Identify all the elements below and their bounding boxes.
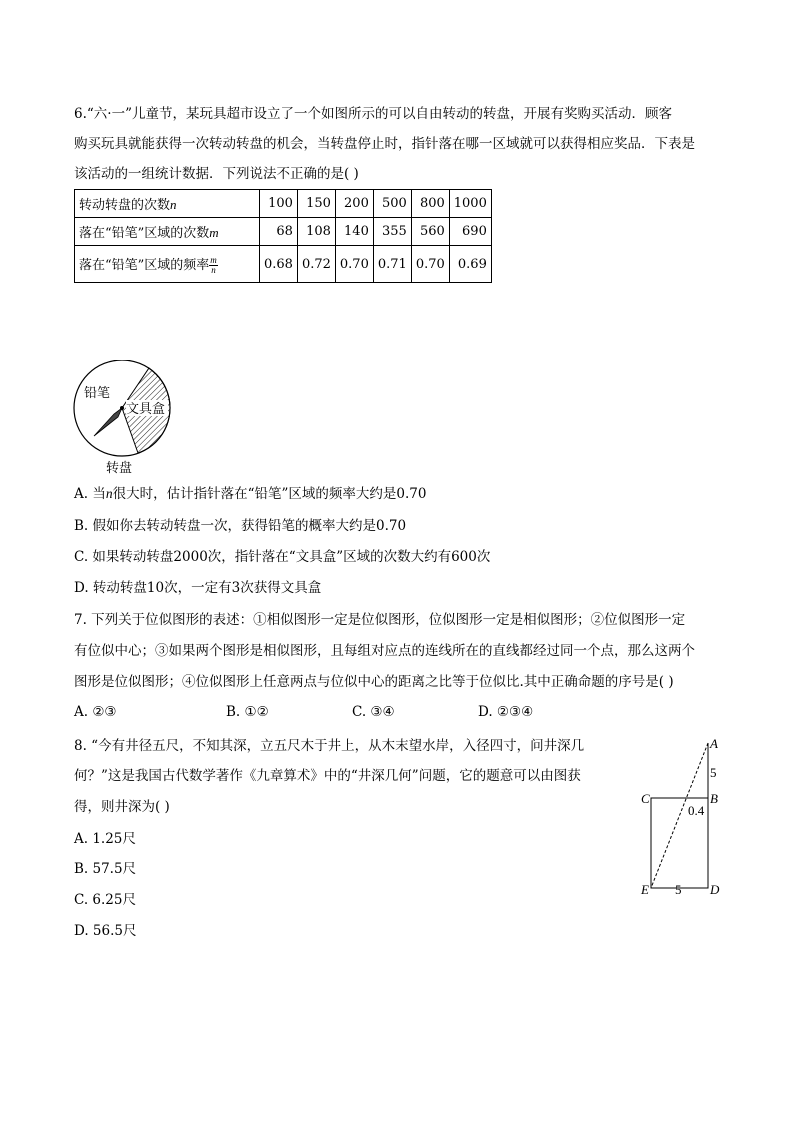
spinner-label-box: 文具盒 [126,402,166,417]
table-cell: 68 [260,218,298,246]
table-cell: 0.72 [297,246,335,283]
table-cell: 108 [297,218,335,246]
table-cell: 560 [411,218,449,246]
table-cell: 0.70 [411,246,449,283]
q7-text-line2: 有位似中心；③如果两个图形是相似图形，且每组对应点的连线所在的直线都经过同一个点，那么这两个 [74,643,695,659]
q6-text-line3: 该活动的一组统计数据．下列说法不正确的是( ) [74,166,359,182]
row-label-counts: 转动转盘的次数n [75,190,260,218]
q8-text-line1: 8. “今有井径五尺，不知其深，立五尺木于井上，从木末望水岸，入径四寸，问井深几 [74,738,585,754]
table-cell: 150 [297,190,335,218]
q6-text-line1: 6.“六·一”儿童节，某玩具超市设立了一个如图所示的可以自由转动的转盘，开展有奖购买活动．顾客 [74,106,672,122]
q7-text-line3: 图形是位似图形；④位似图形上任意两点与位似中心的距离之比等于位似比.其中正确命题的序号是( ) [74,674,674,690]
well-figure [630,735,730,900]
q8-text-line2: 何？”这是我国古代数学著作《九章算术》中的“井深几何”问题，它的题意可以由图获 [74,768,581,784]
table-row-freqs [75,246,492,283]
q7-option-a: A. ②③ [74,704,117,720]
row-label-freqs: 落在“铅笔”区域的频率 $\frac{m}{n}$ [75,246,260,283]
q7-option-b: B. ①② [226,704,269,720]
table-cell: 690 [449,218,491,246]
length-label-cb: 0.4 [688,803,705,818]
q8-option-a: A. 1.25尺 [74,831,136,847]
q8-option-d: D. 56.5尺 [74,923,137,939]
q8-option-c: C. 6.25尺 [74,892,136,908]
point-label-c: C [641,791,650,806]
table-cell: 100 [260,190,298,218]
table-cell: 140 [335,218,373,246]
q6-text-line2: 购买玩具就能获得一次转动转盘的机会，当转盘停止时，指针落在哪一区域就可以获得相应奖品．下表是 [74,136,695,152]
spinner-label-pencil: 铅笔 [84,386,111,401]
point-label-e: E [641,882,649,897]
table-cell: 0.69 [449,246,491,283]
q6-option-a: A. 当n很大时，估计指针落在“铅笔”区域的频率大约是0.70 [74,486,427,502]
table-row-hits [75,218,492,246]
q6-option-b: B. 假如你去转动转盘一次，获得铅笔的概率大约是0.70 [74,518,407,534]
table-cell: 0.71 [373,246,411,283]
var-n: n [170,197,177,212]
point-label-b: B [710,791,718,806]
var-m: m [209,225,219,240]
table-cell: 355 [373,218,411,246]
stats-table [74,189,492,283]
q8-text-line3: 得，则井深为( ) [74,799,170,815]
q6-option-c: C. 如果转动转盘2000次，指针落在“文具盒”区域的次数大约有600次 [74,549,491,565]
length-label-ab: 5 [710,765,717,780]
table-cell: 0.68 [260,246,298,283]
q8-option-b: B. 57.5尺 [74,861,137,877]
spinner-caption: 转盘 [106,461,133,476]
point-label-d: D [710,882,720,897]
spinner-figure [66,360,178,478]
row-label-hits: 落在“铅笔”区域的次数m [75,218,260,246]
table-cell: 0.70 [335,246,373,283]
table-cell: 500 [373,190,411,218]
table-cell: 1000 [449,190,491,218]
table-row-counts [75,190,492,218]
q6-option-d: D. 转动转盘10次，一定有3次获得文具盒 [74,580,322,596]
table-cell: 800 [411,190,449,218]
table-cell: 200 [335,190,373,218]
spinner-center-dot [120,406,124,410]
length-label-ed: 5 [675,882,682,897]
fraction-m-over-n: $\frac{m}{n}$ [210,254,217,275]
point-label-a: A [710,736,718,751]
q7-option-d: D. ②③④ [478,704,534,720]
q7-text-line1: 7. 下列关于位似图形的表述：①相似图形一定是位似图形，位似图形一定是相似图形；②位似图形一定 [74,612,686,628]
q7-option-c: C. ③④ [352,704,395,720]
